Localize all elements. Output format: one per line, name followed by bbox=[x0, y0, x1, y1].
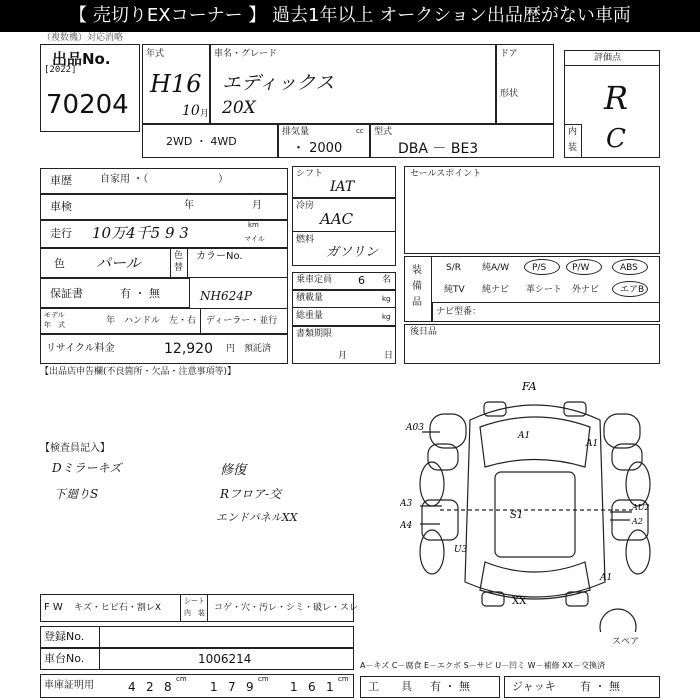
dealer-label: ディーラー・並行 bbox=[206, 316, 278, 326]
mark-a1-rear: A1 bbox=[600, 573, 613, 583]
shift-value: IAT bbox=[330, 179, 355, 195]
handle-label: ハンドル 左・右 bbox=[124, 316, 197, 326]
partial-header-text: （複数機）対応消略 bbox=[42, 33, 124, 43]
car-label: 車名・グレード bbox=[214, 49, 278, 59]
mark-a2: A2 bbox=[632, 517, 643, 526]
color-no-label: カラーNo. bbox=[196, 251, 243, 262]
inspector-note-1: Dミラーキズ bbox=[52, 461, 122, 475]
history-value: 自家用 ・（ ） bbox=[100, 174, 229, 185]
year-badge: [2022] bbox=[44, 65, 77, 75]
displacement-value: ・ 2000 bbox=[292, 141, 343, 156]
history-label: 車歴 bbox=[50, 174, 72, 187]
seat-label-1: シート bbox=[184, 597, 205, 605]
equip-airbag: エアB bbox=[620, 285, 645, 295]
era-year: H16 bbox=[150, 70, 202, 98]
chassis-number: 1006214 bbox=[198, 652, 252, 666]
color-change-2: 替 bbox=[174, 263, 184, 273]
grade: 20X bbox=[222, 98, 256, 118]
auction-banner: 【 売切りEXコーナー 】 過去1年以上 オークション出品歴がない車両 bbox=[0, 0, 700, 32]
score-label: 評価点 bbox=[594, 53, 622, 63]
mark-a4: A4 bbox=[400, 521, 413, 531]
color-label: 色 bbox=[54, 257, 65, 270]
tool-value: 有 ・ 無 bbox=[430, 680, 470, 693]
inspector-note-3: 修復 bbox=[220, 463, 247, 478]
color-row bbox=[40, 248, 288, 278]
dim-8: 6 bbox=[308, 680, 316, 694]
mark-a03: A03 bbox=[406, 423, 424, 433]
mark-xx: XX bbox=[512, 596, 527, 607]
fuel-label: 燃料 bbox=[296, 235, 315, 245]
equip-leather: 革シート bbox=[526, 285, 563, 295]
door-label: ドア bbox=[500, 49, 518, 59]
navi-label: ナビ型番： bbox=[436, 307, 482, 317]
drive-type: 2WD ・ 4WD bbox=[166, 135, 237, 148]
dim-4: 1 bbox=[210, 680, 218, 694]
equip-pw: P/W bbox=[572, 263, 590, 273]
dim-6: 9 bbox=[246, 680, 254, 694]
seat-label-2: 内 装 bbox=[184, 609, 205, 617]
cm-unit-2: cm bbox=[258, 675, 269, 683]
recycle-value: 12,920 bbox=[164, 341, 213, 357]
mile-unit: マイル bbox=[244, 235, 265, 243]
lot-label: 出品No. bbox=[52, 50, 111, 68]
inspector-title: 【検査員記入】 bbox=[40, 443, 110, 454]
cm-unit-3: cm bbox=[338, 675, 349, 683]
damage-legend: A－キズ C－腐食 E－エクボ S－サビ U－凹ミ W－補修 XX－交換済 bbox=[360, 661, 606, 670]
ac-label: 冷房 bbox=[296, 201, 315, 211]
ac-value: AAC bbox=[320, 210, 354, 228]
capacity-value: 6 bbox=[358, 274, 365, 287]
dim-7: 1 bbox=[290, 680, 298, 694]
equip-sr: S/R bbox=[446, 263, 461, 273]
equip-ps: P/S bbox=[532, 263, 547, 273]
recycle-label: リサイクル料金 bbox=[46, 343, 115, 354]
mark-a3: A3 bbox=[400, 499, 413, 509]
car-name: エディックス bbox=[222, 72, 335, 94]
tool-label: 工 具 bbox=[368, 680, 412, 693]
mark-au2: AU2 bbox=[632, 503, 650, 512]
doc-month: 月 bbox=[338, 351, 348, 361]
after-items-box bbox=[404, 324, 660, 364]
spare-tire-label: スペア bbox=[612, 637, 640, 647]
fw-label: F W bbox=[44, 602, 63, 613]
shaken-year-unit: 年 bbox=[184, 200, 194, 211]
chassis-label: 車台No. bbox=[44, 652, 85, 665]
shift-label: シフト bbox=[296, 169, 324, 179]
dim-1: 4 bbox=[128, 680, 136, 694]
reg-month: 10 bbox=[182, 103, 200, 119]
overall-score: R bbox=[604, 79, 629, 117]
dim-5: 7 bbox=[228, 680, 236, 694]
lot-number: 70204 bbox=[46, 90, 129, 120]
weight-label: 総重量 bbox=[296, 311, 324, 321]
seat-items: コゲ・穴・汚レ・シミ・破レ・スレ bbox=[214, 603, 359, 613]
mark-fa: FA bbox=[522, 380, 537, 393]
recycle-note: 預託済 bbox=[244, 344, 272, 354]
equip-label-3: 品 bbox=[412, 297, 422, 308]
dim-3: 8 bbox=[164, 680, 172, 694]
jack-value: 有 ・ 無 bbox=[580, 680, 620, 693]
fuel-value: ガソリン bbox=[326, 245, 379, 260]
color-value: パール bbox=[96, 254, 141, 272]
interior-label-1: 内 bbox=[568, 127, 578, 137]
color-number: NH624P bbox=[200, 289, 252, 303]
dim-9: 1 bbox=[326, 680, 334, 694]
model-code: DBA － BE3 bbox=[398, 141, 479, 157]
cc-unit: cc bbox=[356, 127, 364, 135]
shaken-label: 車検 bbox=[50, 200, 72, 213]
inspector-note-5: エンドパネルXX bbox=[216, 511, 298, 524]
mileage-value: 10万4千5 9 3 bbox=[92, 224, 189, 242]
equip-tv: 純TV bbox=[444, 285, 465, 295]
model-label: 型式 bbox=[374, 127, 393, 137]
mark-s1: S1 bbox=[510, 510, 524, 521]
mark-a1-top: A1 bbox=[518, 431, 531, 441]
load-label: 積載量 bbox=[296, 293, 324, 303]
cm-unit-1: cm bbox=[176, 675, 187, 683]
warranty-value: 有 ・ 無 bbox=[120, 287, 160, 300]
mark-a1-right: A1 bbox=[586, 439, 599, 449]
recycle-unit: 円 bbox=[226, 344, 236, 354]
inspector-note-2: 下廻りS bbox=[54, 487, 99, 501]
sales-point-box bbox=[404, 166, 660, 254]
month-unit: 月 bbox=[200, 109, 210, 119]
equip-alloy: 純A/W bbox=[482, 263, 510, 273]
model-year-label-2: 年 式 bbox=[44, 321, 65, 329]
doc-label: 書類期限 bbox=[296, 329, 333, 339]
km-unit: km bbox=[248, 221, 259, 229]
interior-score: C bbox=[606, 124, 626, 154]
equip-label-1: 装 bbox=[412, 265, 422, 276]
fw-items: キズ・ヒビ石・割レX bbox=[74, 603, 161, 613]
load-kg: kg bbox=[382, 295, 391, 303]
disp-label: 排気量 bbox=[282, 127, 310, 137]
inspector-note-4: Rフロア-交 bbox=[220, 487, 282, 501]
remarks-title: 【出品店申告欄(不良箇所・欠品・注意事項等)】 bbox=[40, 367, 237, 377]
equip-label-2: 備 bbox=[412, 281, 422, 292]
model-year-unit: 年 bbox=[106, 316, 116, 326]
shaken-row bbox=[40, 194, 288, 220]
shape-label: 形状 bbox=[500, 89, 519, 99]
after-label: 後日品 bbox=[410, 327, 438, 337]
capacity-unit: 名 bbox=[382, 275, 392, 285]
equip-abs: ABS bbox=[620, 263, 638, 273]
mileage-label: 走行 bbox=[50, 227, 72, 240]
car-damage-diagram bbox=[400, 372, 670, 632]
mark-u3: U3 bbox=[454, 545, 468, 555]
model-year-label-1: モデル bbox=[44, 311, 65, 319]
weight-kg: kg bbox=[382, 313, 391, 321]
doc-day: 日 bbox=[384, 351, 394, 361]
dim-2: 2 bbox=[146, 680, 154, 694]
equip-navi: 純ナビ bbox=[482, 285, 510, 295]
warranty-label: 保証書 bbox=[50, 287, 83, 300]
nenshiki-label: 年式 bbox=[146, 49, 165, 59]
capacity-label: 乗車定員 bbox=[296, 275, 333, 285]
equip-ext-navi: 外ナビ bbox=[572, 285, 600, 295]
sales-label: セールスポイント bbox=[410, 169, 482, 179]
color-change-1: 色 bbox=[174, 251, 184, 261]
interior-label-2: 装 bbox=[568, 143, 578, 153]
cert-label: 車庫証明用 bbox=[44, 680, 94, 691]
jack-label: ジャッキ bbox=[512, 680, 556, 693]
shaken-month-unit: 月 bbox=[252, 200, 262, 211]
reg-label: 登録No. bbox=[44, 630, 85, 643]
